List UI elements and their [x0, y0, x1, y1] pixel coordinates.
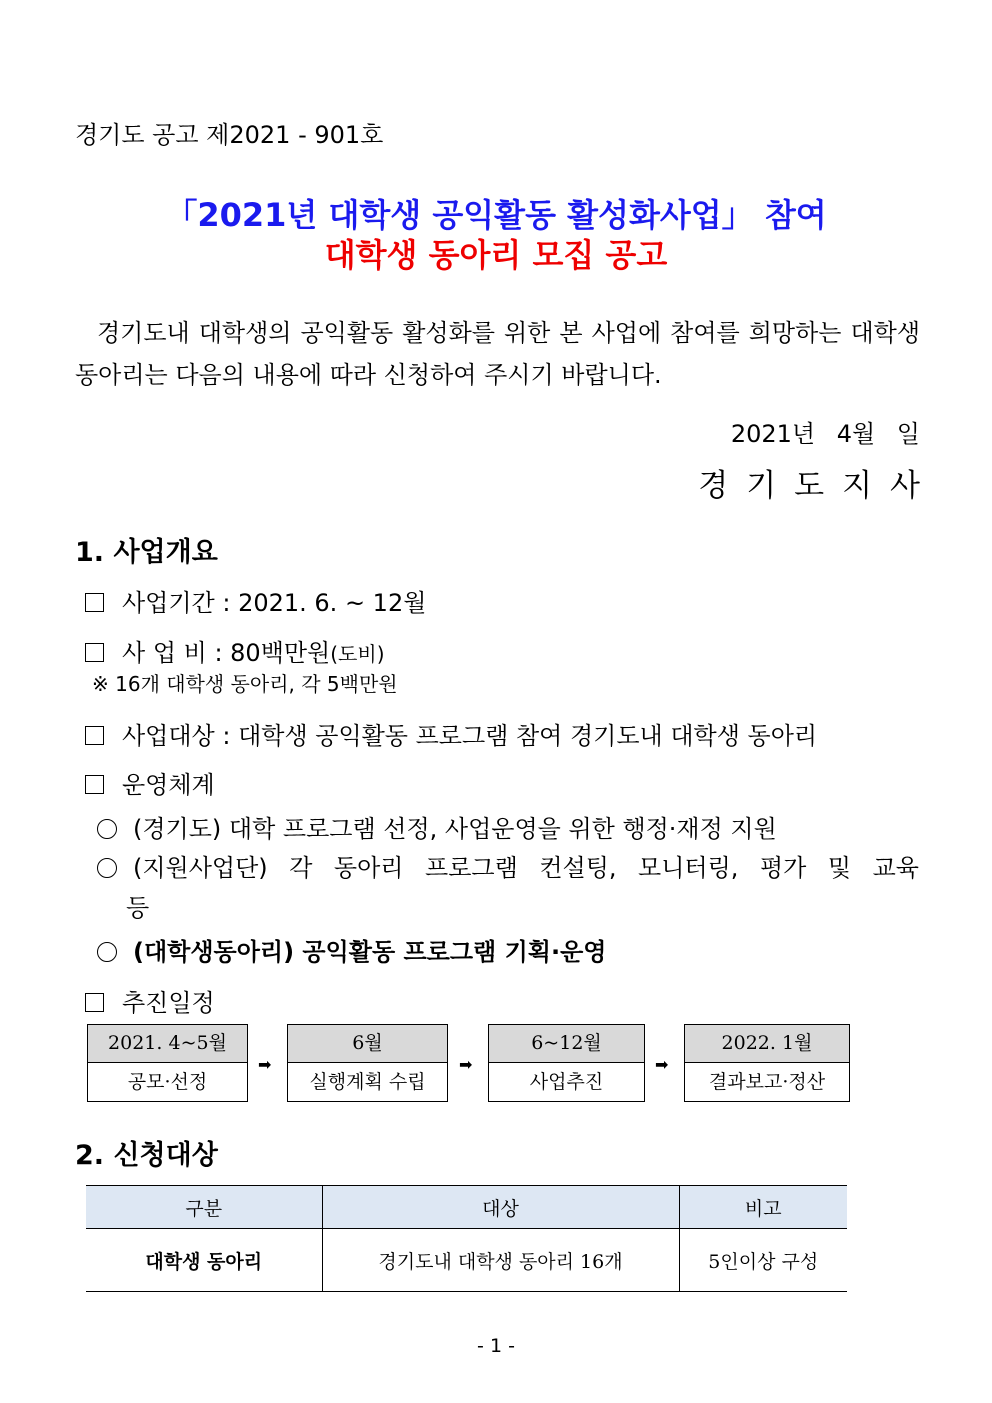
budget-item [85, 633, 385, 668]
table-row [86, 1229, 847, 1292]
schedule-step [488, 1024, 645, 1102]
schedule-step [287, 1024, 448, 1102]
operation-item-1 [97, 809, 777, 844]
schedule-step [87, 1024, 248, 1102]
notice-number: 경기도 공고 제2021 - 901호 [75, 121, 384, 149]
operation-item-2-continuation: 등 [126, 894, 150, 922]
table-header-cell: 구분 [86, 1186, 322, 1229]
checkbox-square-icon [85, 593, 104, 612]
schedule-step-period: 6~12월 [489, 1025, 644, 1063]
title-line-2: 대학생 동아리 모집 공고 [324, 236, 668, 274]
section-1-heading: 1. 사업개요 [75, 537, 218, 568]
arrow-right-icon: ➡ [258, 1055, 272, 1074]
operation-item-2 [97, 850, 919, 886]
schedule-step-period: 2022. 1월 [685, 1025, 849, 1063]
page-number: - 1 - [477, 1335, 515, 1357]
checkbox-square-icon [85, 993, 104, 1012]
target-item [85, 716, 817, 751]
schedule-step-task: 실행계획 수립 [309, 1071, 426, 1093]
checkbox-square-icon [85, 726, 104, 745]
target-text: 사업대상 : 대학생 공익활동 프로그램 참여 경기도내 대학생 동아리 [122, 722, 818, 750]
table-header-cell: 대상 [322, 1186, 679, 1229]
circle-bullet-icon [97, 858, 117, 878]
table-cell: 5인이상 구성 [679, 1229, 847, 1292]
schedule-heading-text: 추진일정 [122, 989, 215, 1017]
period-text: 사업기간 : 2021. 6. ~ 12월 [122, 589, 427, 617]
operation-heading [85, 765, 215, 800]
schedule-step-task: 사업추진 [529, 1071, 604, 1093]
budget-text: 사 업 비 : 80백만원 [122, 639, 331, 667]
intro-paragraph: 경기도내 대학생의 공익활동 활성화를 위한 본 사업에 참여를 희망하는 대학생 동아리는 다음의 내용에 따라 신청하여 주시기 바랍니다. [75, 319, 920, 389]
schedule-step-task: 결과보고·정산 [708, 1071, 826, 1093]
budget-note: ※ 16개 대학생 동아리, 각 5백만원 [92, 672, 398, 696]
notice-date: 2021년 4월 일 [730, 420, 920, 448]
operation-item-3 [97, 932, 606, 967]
table-cell: 경기도내 대학생 동아리 16개 [322, 1229, 679, 1292]
section-2-heading: 2. 신청대상 [75, 1140, 218, 1171]
governor-signature: 경기도지사 [698, 468, 938, 504]
checkbox-square-icon [85, 775, 104, 794]
schedule-step [684, 1024, 850, 1102]
circle-bullet-icon [97, 942, 117, 962]
table-cell: 대학생 동아리 [86, 1229, 322, 1292]
table-header-row [86, 1186, 847, 1229]
schedule-step-period: 2021. 4~5월 [88, 1025, 247, 1063]
schedule-step-period: 6월 [288, 1025, 447, 1063]
operation-item-2-text: (지원사업단) 각 동아리 프로그램 컨설팅, 모니터링, 평가 및 교육 [133, 854, 919, 882]
arrow-right-icon: ➡ [459, 1055, 473, 1074]
period-item [85, 583, 426, 618]
operation-heading-text: 운영체계 [122, 771, 215, 799]
schedule-step-task: 공모·선정 [127, 1071, 208, 1093]
title-line-1: 「2021년 대학생 공익활동 활성화사업」 참여 [165, 196, 827, 234]
eligibility-table [86, 1185, 847, 1292]
checkbox-square-icon [85, 643, 104, 662]
circle-bullet-icon [97, 819, 117, 839]
schedule-heading [85, 983, 215, 1018]
arrow-right-icon: ➡ [655, 1055, 669, 1074]
budget-suffix: (도비) [330, 642, 385, 666]
table-header-cell: 비고 [679, 1186, 847, 1229]
operation-item-1-text: (경기도) 대학 프로그램 선정, 사업운영을 위한 행정·재정 지원 [133, 815, 777, 843]
operation-item-3-text: (대학생동아리) 공익활동 프로그램 기획·운영 [133, 938, 607, 966]
